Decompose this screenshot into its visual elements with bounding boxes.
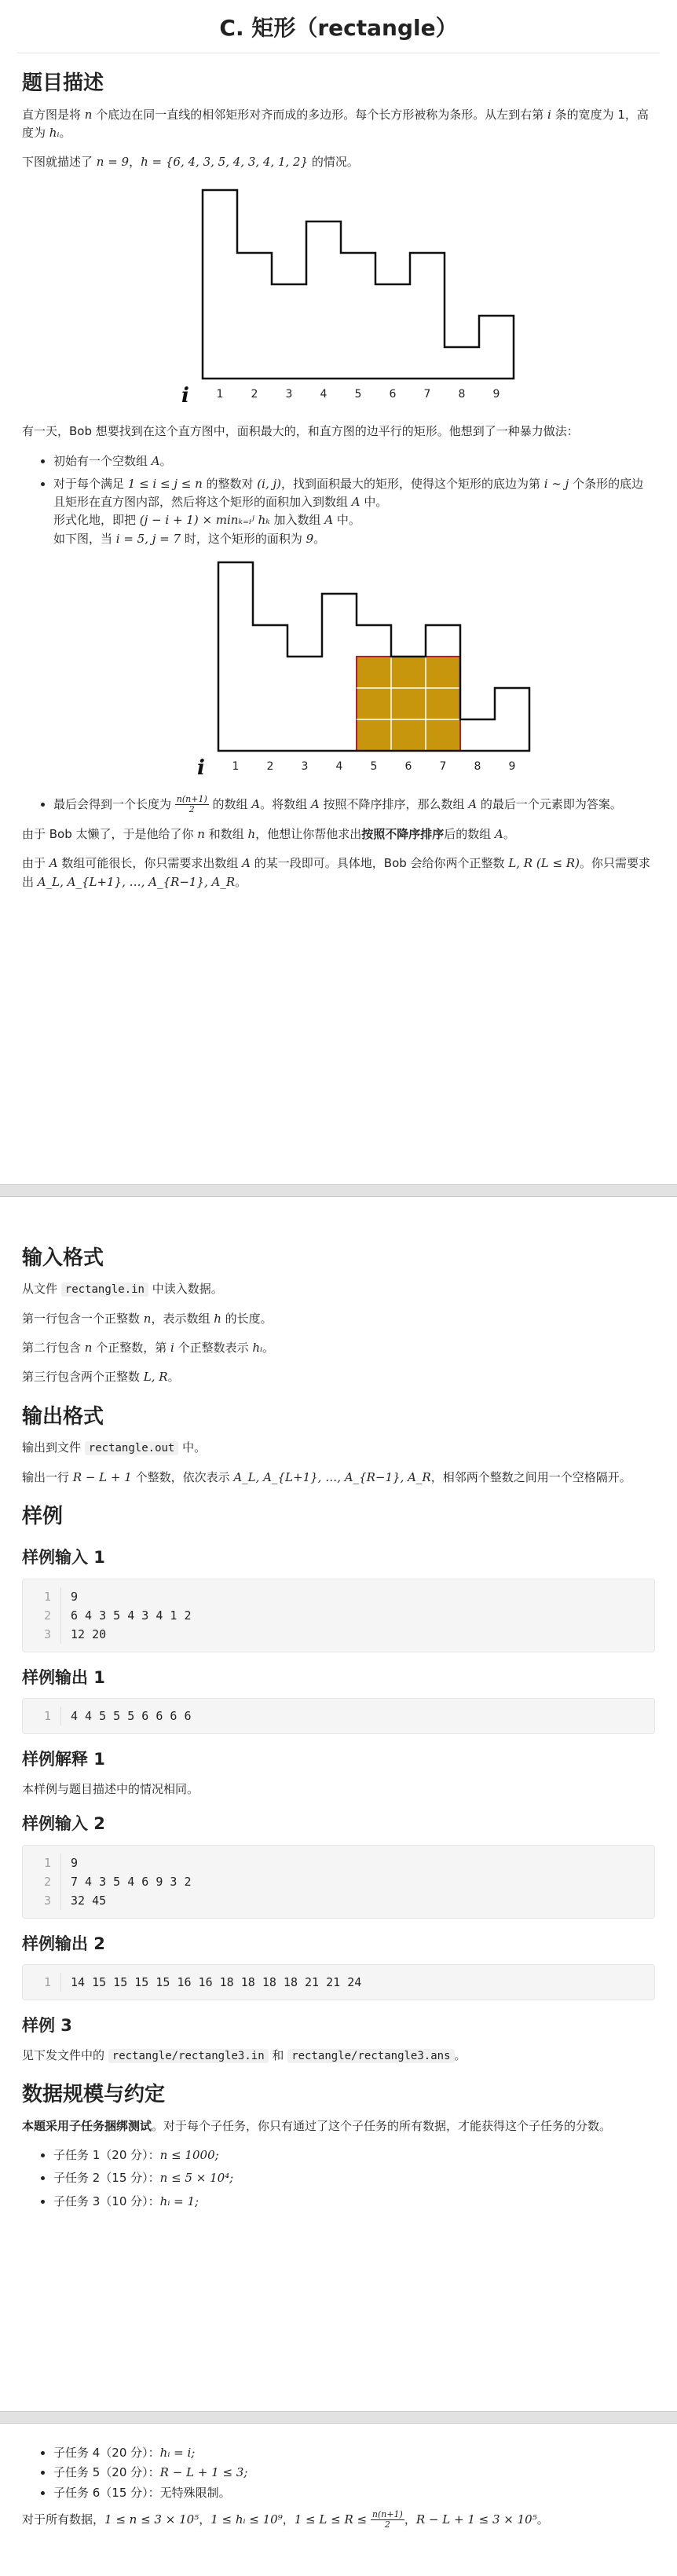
sample-explanation-1-text: 本样例与题目描述中的情况相同。: [22, 1781, 199, 1796]
x-tick-label: 2: [251, 388, 258, 401]
input-filename: rectangle.in: [61, 1283, 148, 1297]
sample-3-heading: 样例 3: [22, 2016, 72, 2036]
histogram-figure-2: [179, 554, 556, 790]
histogram-bar-1: [203, 190, 237, 379]
histogram-bar-5: [341, 253, 375, 379]
histogram-bar-1: [218, 562, 253, 751]
description-paragraph-1: 直方图是将 n 个底边在同一直线的相邻矩形对齐而成的多边形。每个长方形被称为条形。从左到右第 i 条的宽度为 1，高度为 hᵢ。: [22, 107, 649, 140]
page-3: [0, 2424, 677, 2576]
page-1: [0, 0, 677, 1178]
histogram-bar-9: [479, 316, 514, 379]
histogram-bar-8: [445, 347, 479, 379]
bruteforce-steps: [22, 452, 655, 814]
step-pairs: • 对于每个满足 1 ≤ i ≤ j ≤ n 的整数对 (i, j)，找到面积最大的矩形，使得这个矩形的底边为第 i ∼ j 个条形的底边且矩形在直方图内部，然后将这个矩形的面积加入到数组 A 中。 形式化地，即把 (j − i + 1) × minₖ₌ᵢʲ hₖ 加入数组 A 中。 如下图，当 i = 5, j = 7 时，这个矩形的面积为 9。 1 2 3 4 5 6 7 8 9 i: [53, 475, 655, 790]
input-line-2: 第一行包含一个正整数 n，表示数组 h 的长度。: [22, 1311, 273, 1326]
x-tick-label: 6: [404, 759, 412, 773]
output-filename: rectangle.out: [85, 1441, 179, 1455]
x-axis-label: i: [197, 756, 205, 780]
subtask-6: • 子任务 6（15 分）：无特殊限制。: [53, 2484, 655, 2502]
highlight-rectangle: [357, 657, 460, 751]
subtask-5: • 子任务 5（20 分）：R − L + 1 ≤ 3;: [53, 2464, 655, 2482]
fraction: $\frac{n(n+1)}{2}$: [176, 793, 207, 815]
histogram-bar-3: [287, 657, 322, 751]
problem-title: C. 矩形（rectangle）: [219, 15, 458, 41]
page-separator-1: [0, 1184, 677, 1197]
samples-heading: 样例: [22, 1504, 64, 1528]
sample-3-answer-file: rectangle/rectangle3.ans: [287, 2049, 454, 2063]
output-heading: 输出格式: [22, 1404, 104, 1429]
histogram-bar-9: [495, 688, 529, 751]
sample-output-2-code[interactable]: 1 14 15 15 15 15 16 16 18 18 18 18 21 21 24: [22, 1964, 655, 2000]
input-line-3: 第二行包含 n 个正整数，第 i 个正整数表示 hᵢ。: [22, 1341, 275, 1356]
x-tick-label: 4: [320, 388, 328, 401]
histogram-bar-7: [410, 253, 445, 379]
x-tick-label: 2: [266, 759, 274, 773]
page-2: [0, 1197, 677, 2405]
input-heading: 输入格式: [22, 1246, 104, 1270]
description-paragraph-5: 由于 A 数组可能很长，你只需要求出数组 A 的某一段即可。具体地，Bob 会给你两个正整数 L, R (L ≤ R)。你只需要求出 A_L, A_{L+1}, …, A_{R−1}, A_R。: [22, 856, 650, 889]
input-line-1: 从文件 rectangle.in 中读入数据。: [22, 1282, 223, 1297]
histogram-outline: [203, 190, 514, 379]
x-tick-label: 5: [354, 388, 362, 401]
subtask-1: • 子任务 1（20 分）：n ≤ 1000;: [53, 2146, 655, 2164]
x-tick-label: 9: [492, 388, 500, 401]
sample-input-2-heading: 样例输入 2: [22, 1814, 105, 1834]
sample-input-2-code[interactable]: 1 9 2 7 4 3 5 4 6 9 3 2 3 32 45: [22, 1845, 655, 1919]
step-init: • 初始有一个空数组 A。: [53, 452, 655, 470]
sample-3-text: 见下发文件中的 rectangle/rectangle3.in 和 rectangle/rectangle3.ans 。: [22, 2047, 467, 2062]
x-tick-label: 6: [389, 388, 397, 401]
step-final: • 最后会得到一个长度为 $\frac{n(n+1)}{2}$ 的数组 A。将数组 A 按照不降序排序，那么数组 A 的最后一个元素即为答案。: [53, 795, 655, 814]
constraints-all-data: 对于所有数据，1 ≤ n ≤ 3 × 10⁵，1 ≤ hᵢ ≤ 10⁹，1 ≤ L ≤ R ≤ $\frac{n(n+1)}{2}$ ，R − L + 1 ≤ 3 × 10⁵。: [22, 2508, 549, 2530]
x-tick-label: 7: [439, 759, 447, 773]
histogram-bar-4: [306, 221, 341, 379]
x-tick-label: 8: [458, 388, 466, 401]
x-tick-label: 3: [301, 759, 309, 773]
histogram-bar-4: [322, 594, 357, 751]
page-separator-2: [0, 2411, 677, 2424]
description-paragraph-2: 下图就描述了 n = 9，h = {6, 4, 3, 5, 4, 3, 4, 1, 2} 的情况。: [22, 155, 359, 170]
subtask-list-2: [22, 2444, 655, 2502]
sample-output-1-heading: 样例输出 1: [22, 1667, 105, 1687]
histogram-bar-6: [375, 284, 410, 379]
sample-explanation-1-heading: 样例解释 1: [22, 1750, 105, 1769]
input-line-4: 第三行包含两个正整数 L, R。: [22, 1370, 180, 1385]
sample-input-1-code[interactable]: 1 9 2 6 4 3 5 4 3 4 1 2 3 12 20: [22, 1579, 655, 1652]
output-line-2: 输出一行 R − L + 1 个整数，依次表示 A_L, A_{L+1}, …, A_{R−1}, A_R，相邻两个整数之间用一个空格隔开。: [22, 1469, 631, 1484]
constraints-heading: 数据规模与约定: [22, 2083, 166, 2107]
x-tick-label: 5: [370, 759, 378, 773]
x-tick-label: 1: [232, 759, 240, 773]
histogram-bar-2: [237, 253, 272, 379]
subtask-3: • 子任务 3（10 分）：hᵢ = 1;: [53, 2193, 655, 2211]
constraints-intro: 本题采用子任务捆绑测试。对于每个子任务，你只有通过了这个子任务的所有数据，才能获得这个子任务的分数。: [22, 2118, 612, 2133]
x-tick-label: 7: [423, 388, 431, 401]
histogram-bar-8: [460, 719, 495, 751]
x-tick-label: 8: [474, 759, 481, 773]
description-heading: 题目描述: [22, 71, 104, 96]
subtask-4: • 子任务 4（20 分）：hᵢ = i;: [53, 2444, 655, 2462]
x-tick-label: 9: [508, 759, 516, 773]
x-axis-label: i: [181, 384, 189, 408]
sample-output-1-code[interactable]: 1 4 4 5 5 5 6 6 6 6: [22, 1698, 655, 1734]
sample-3-input-file: rectangle/rectangle3.in: [108, 2049, 269, 2063]
fraction: $\frac{n(n+1)}{2}$: [371, 2508, 403, 2530]
histogram-bar-2: [253, 625, 287, 751]
description-paragraph-4: 由于 Bob 太懒了，于是他给了你 n 和数组 h，他想让你帮他求出按照不降序排序后的数组 A。: [22, 827, 515, 842]
histogram-bar-3: [272, 284, 306, 379]
histogram-figure-1: [163, 182, 540, 418]
sample-output-2-heading: 样例输出 2: [22, 1934, 105, 1953]
x-tick-label: 1: [216, 388, 224, 401]
description-paragraph-3: 有一天，Bob 想要找到在这个直方图中，面积最大的，和直方图的边平行的矩形。他想到了一种暴力做法：: [22, 424, 579, 439]
x-tick-label: 3: [285, 388, 293, 401]
output-line-1: 输出到文件 rectangle.out 中。: [22, 1440, 207, 1455]
sample-input-1-heading: 样例输入 1: [22, 1548, 105, 1568]
x-tick-label: 4: [335, 759, 343, 773]
subtask-2: • 子任务 2（15 分）：n ≤ 5 × 10⁴;: [53, 2169, 655, 2187]
subtask-list-1: [22, 2146, 655, 2211]
